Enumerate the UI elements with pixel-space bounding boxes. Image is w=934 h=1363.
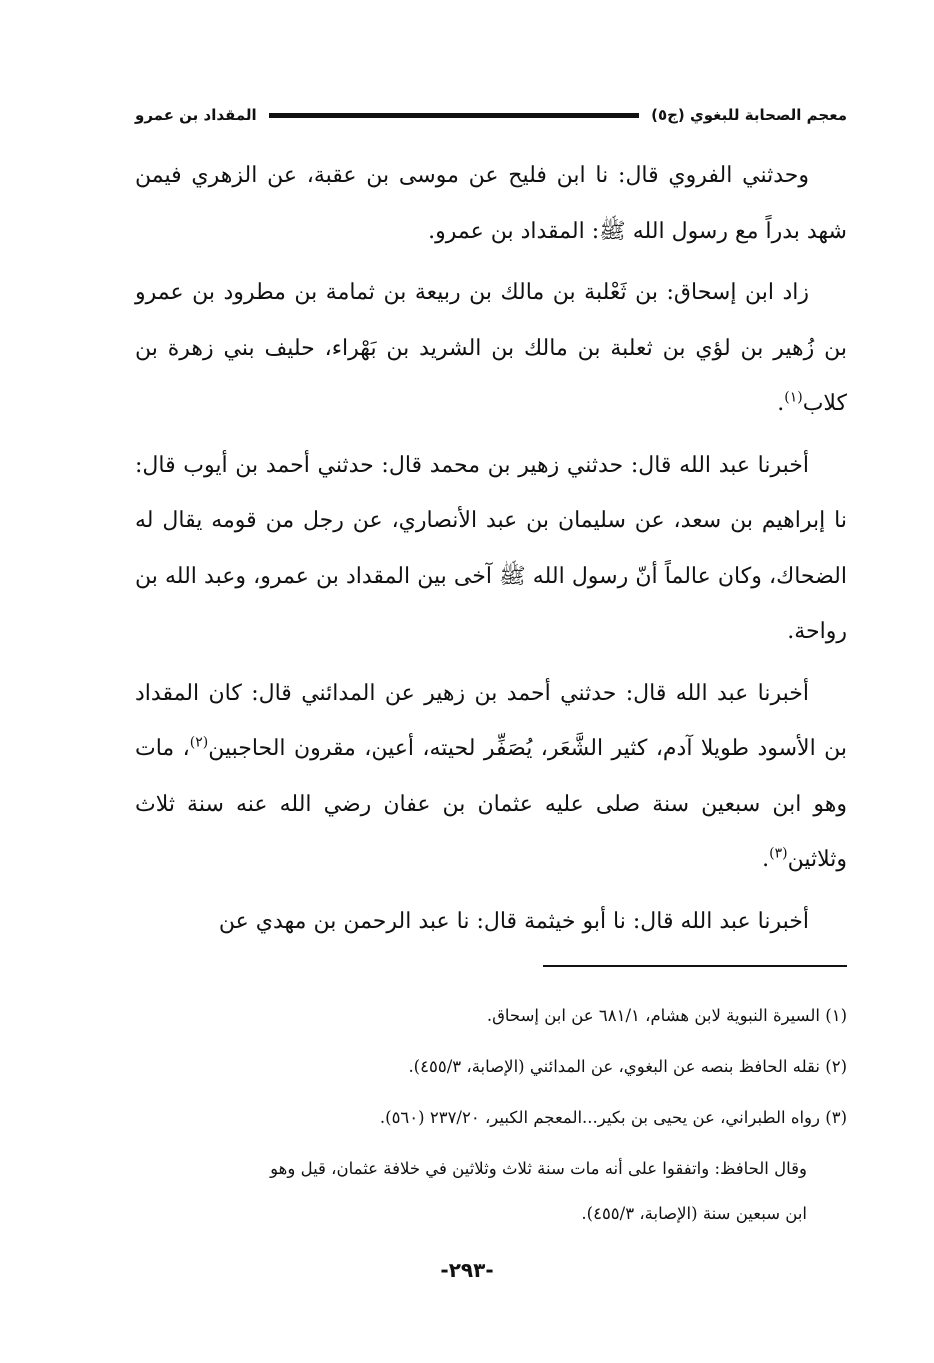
footnote-ref-2[interactable]: (٢)	[189, 734, 209, 751]
paragraph-2-text: زاد ابن إسحاق: بن ثَعْلبة بن مالك بن ربيعة بن ثمامة بن مطرود بن عمرو بن زُهير بن لؤي بن ثعلبة بن مالك بن الشريد بن بَهْراء، حليف بني زهرة بن كلاب	[135, 280, 847, 416]
main-text	[135, 148, 847, 949]
footnote-ref-3[interactable]: (٣)	[769, 845, 788, 862]
paragraph-4-text-b: ، مات وهو ابن سبعين سنة صلى عليه عثمان بن عفان رضي الله عنه سنة ثلاث وثلاثين	[135, 736, 847, 872]
paragraph-4-end: .	[762, 847, 770, 872]
book-title: معجم الصحابة للبغوي (ج٥)	[651, 106, 847, 124]
paragraph-4	[135, 666, 847, 888]
page-number: -٢٩٣-	[440, 1258, 494, 1282]
running-header	[135, 100, 847, 130]
footnote-3-continuation: وقال الحافظ: واتفقوا على أنه مات سنة ثلاث وثلاثين في خلافة عثمان، قيل وهو	[270, 1159, 807, 1178]
footnotes	[135, 990, 847, 1239]
footnote-1: (١) السيرة النبوية لابن هشام، ٦٨١/١ عن ابن إسحاق.	[486, 1006, 847, 1025]
paragraph-4-text-a: أخبرنا عبد الله قال: حدثني أحمد بن زهير عن المدائني قال: كان المقداد بن الأسود طويلا آدم، كثير الشَّعَر، يُصَفِّر لحيته، أعين، مقرون الحاجبين	[135, 680, 847, 761]
footnote-ref-1[interactable]: (١)	[784, 389, 803, 406]
footnote-2: (٢) نقله الحافظ بنصه عن البغوي، عن المدائني (الإصابة، ٤٥٥/٣).	[408, 1057, 847, 1076]
footnote-3: (٣) رواه الطبراني، عن يحيى بن بكير...المعجم الكبير، ٢٣٧/٢٠ (٥٦٠).	[379, 1108, 847, 1127]
paragraph-1: وحدثني الفروي قال: نا ابن فليح عن موسى بن عقبة، عن الزهري فيمن شهد بدراً مع رسول الله ﷺ: المقداد بن عمرو.	[135, 163, 847, 244]
header-rule	[269, 113, 639, 118]
footnote-3-continuation-2: ابن سبعين سنة (الإصابة، ٤٥٥/٣).	[581, 1204, 807, 1223]
paragraph-5: أخبرنا عبد الله قال: نا أبو خيثمة قال: نا عبد الرحمن بن مهدي عن	[218, 908, 809, 934]
paragraph-2	[135, 265, 847, 432]
chapter-title: المقداد بن عمرو	[135, 106, 257, 124]
paragraph-3: أخبرنا عبد الله قال: حدثني زهير بن محمد قال: حدثني أحمد بن أيوب قال: نا إبراهيم بن سعد، عن سليمان بن عبد الأنصاري، عن رجل من قومه يقال له الضحاك، وكان عالماً أنّ رسول الله ﷺ آخى بين المقداد بن عمرو، وعبد الله بن رواحة.	[135, 452, 847, 644]
paragraph-2-end: .	[777, 391, 785, 416]
footnote-separator	[543, 965, 847, 967]
